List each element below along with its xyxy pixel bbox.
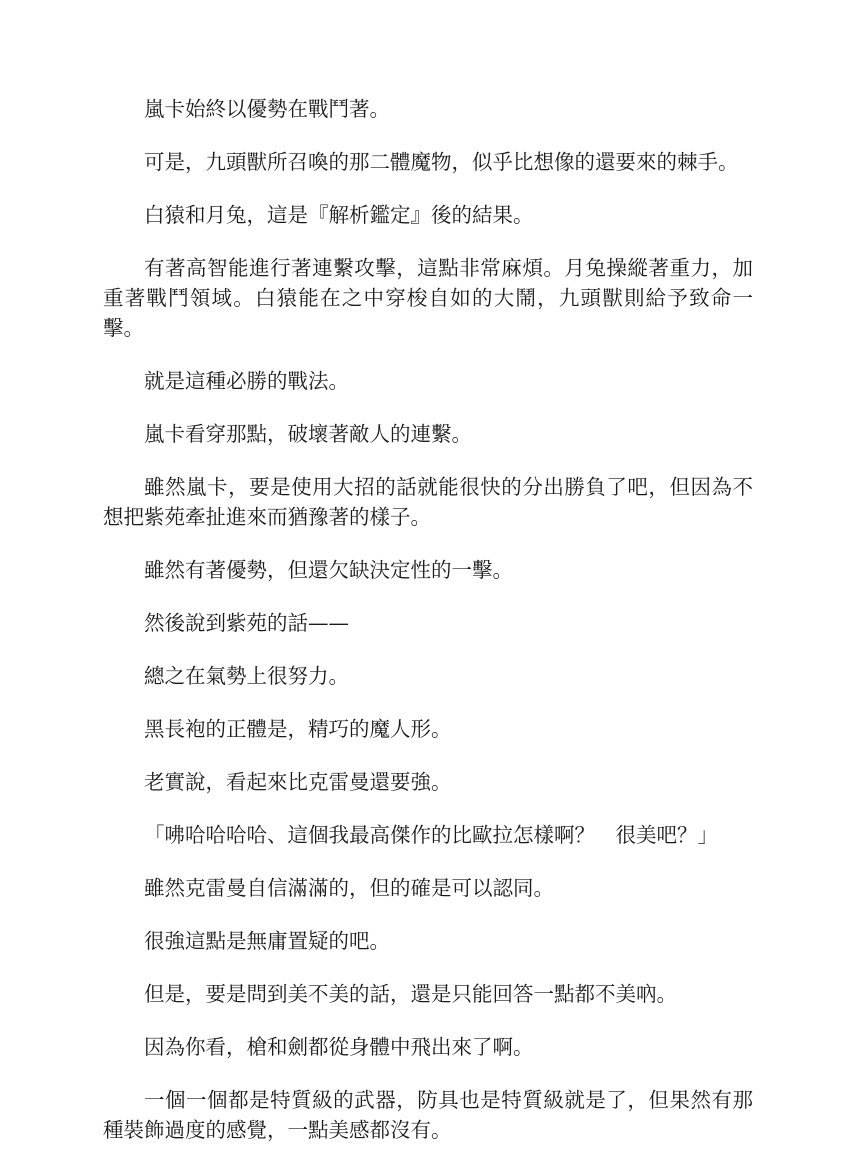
paragraph: 一個一個都是特質級的武器，防具也是特質級就是了，但果然有那種裝飾過度的感覺，一點美感都沒有。 (103, 1088, 753, 1142)
paragraph: 黑長袍的正體是，精巧的魔人形。 (144, 717, 452, 741)
paragraph: 因為你看，槍和劍都從身體中飛出來了啊。 (144, 1035, 534, 1059)
paragraph: 雖然有著優勢，但還欠缺決定性的一擊。 (144, 558, 513, 582)
paragraph: 雖然克雷曼自信滿滿的，但的確是可以認同。 (144, 876, 554, 900)
paragraph: 嵐卡看穿那點，破壞著敵人的連繫。 (144, 422, 472, 446)
paragraph: 但是，要是問到美不美的話，還是只能回答一點都不美吶。 (144, 982, 677, 1006)
paragraph: 白猿和月兔，這是『解析鑑定』後的結果。 (144, 203, 534, 227)
paragraph: 總之在氣勢上很努力。 (144, 664, 349, 688)
paragraph: 就是這種必勝的戰法。 (144, 369, 349, 393)
paragraph: 然後說到紫苑的話—— (144, 611, 349, 635)
paragraph: 可是，九頭獸所召喚的那二體魔物，似乎比想像的還要來的棘手。 (144, 150, 739, 174)
paragraph: 老實說，看起來比克雷曼還要強。 (144, 770, 452, 794)
paragraph: 雖然嵐卡，要是使用大招的話就能很快的分出勝負了吧，但因為不想把紫苑牽扯進來而猶豫著的樣子。 (103, 475, 753, 529)
paragraph: 很強這點是無庸置疑的吧。 (144, 929, 390, 953)
dialogue-paragraph: 「咈哈哈哈哈、這個我最高傑作的比歐拉怎樣啊？ 很美吧？」 (144, 823, 718, 847)
paragraph: 有著高智能進行著連繫攻擊，這點非常麻煩。月兔操縱著重力，加重著戰鬥領域。白猿能在之中穿梭自如的大鬧，九頭獸則給予致命一擊。 (103, 256, 753, 340)
paragraph: 嵐卡始終以優勢在戰鬥著。 (144, 97, 390, 121)
document-body (103, 94, 753, 1168)
